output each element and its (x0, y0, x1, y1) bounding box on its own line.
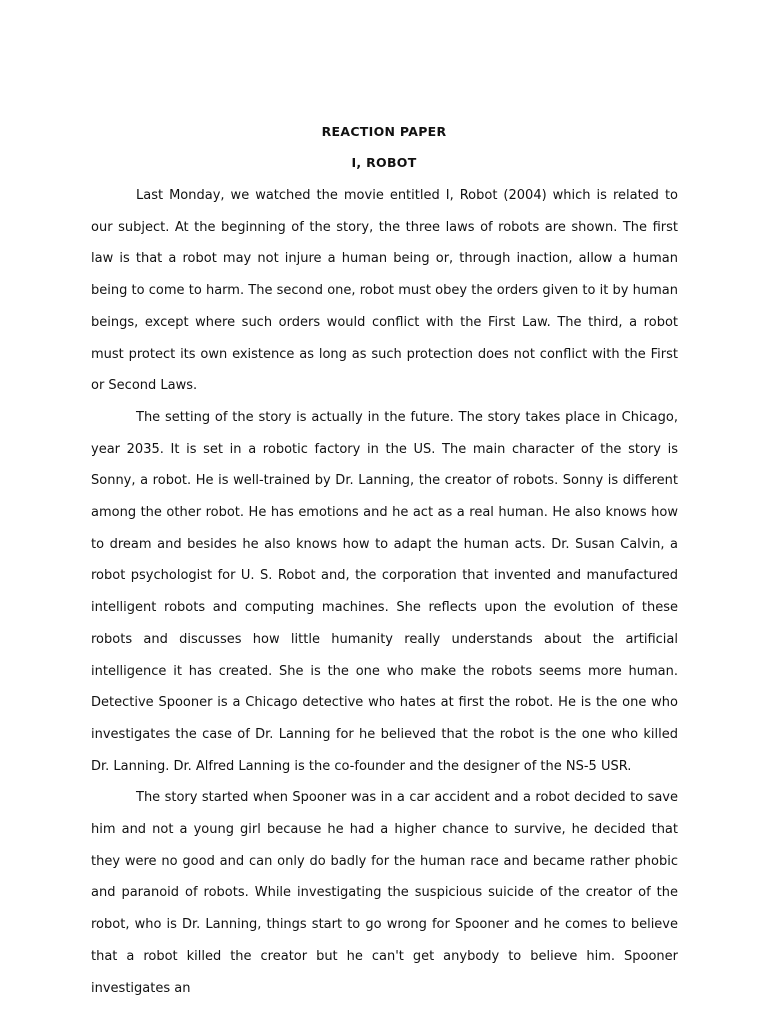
document-body (91, 180, 678, 1004)
document-subtitle: I, ROBOT (351, 155, 417, 170)
document-title: REACTION PAPER (321, 124, 447, 139)
paragraph-1: Last Monday, we watched the movie entitled I, Robot (2004) which is related to our subject. At the beginning of the story, the three laws of robots are shown. The first law is that a robot may not injure a human being or, through inaction, allow a human being to come to harm. The second one, robot must obey the orders given to it by human beings, except where such orders would conflict with the First Law. The third, a robot must protect its own existence as long as such protection does not conflict with the First or Second Laws. (91, 188, 678, 394)
paragraph-3: The story started when Spooner was in a car accident and a robot decided to save him and not a young girl because he had a higher chance to survive, he decided that they were no good and can only do badly for the human race and became rather phobic and paranoid of robots. While investigating the suspicious suicide of the creator of the robot, who is Dr. Lanning, things start to go wrong for Spooner and he comes to believe that a robot killed the creator but he can't get anybody to believe him. Spooner investigates an (91, 790, 678, 996)
paragraph-2: The setting of the story is actually in the future. The story takes place in Chicago, year 2035. It is set in a robotic factory in the US. The main character of the story is Sonny, a robot. He is well-trained by Dr. Lanning, the creator of robots. Sonny is different among the other robot. He has emotions and he act as a real human. He also knows how to dream and besides he also knows how to adapt the human acts. Dr. Susan Calvin, a robot psychologist for U. S. Robot and, the corporation that invented and manufactured intelligent robots and computing machines. She reflects upon the evolution of these robots and discusses how little humanity really understands about the artificial intelligence it has created. She is the one who make the robots seems more human. Detective Spooner is a Chicago detective who hates at first the robot. He is the one who investigates the case of Dr. Lanning for he believed that the robot is the one who killed Dr. Lanning. Dr. Alfred Lanning is the co-founder and the designer of the NS-5 USR. (91, 409, 678, 774)
